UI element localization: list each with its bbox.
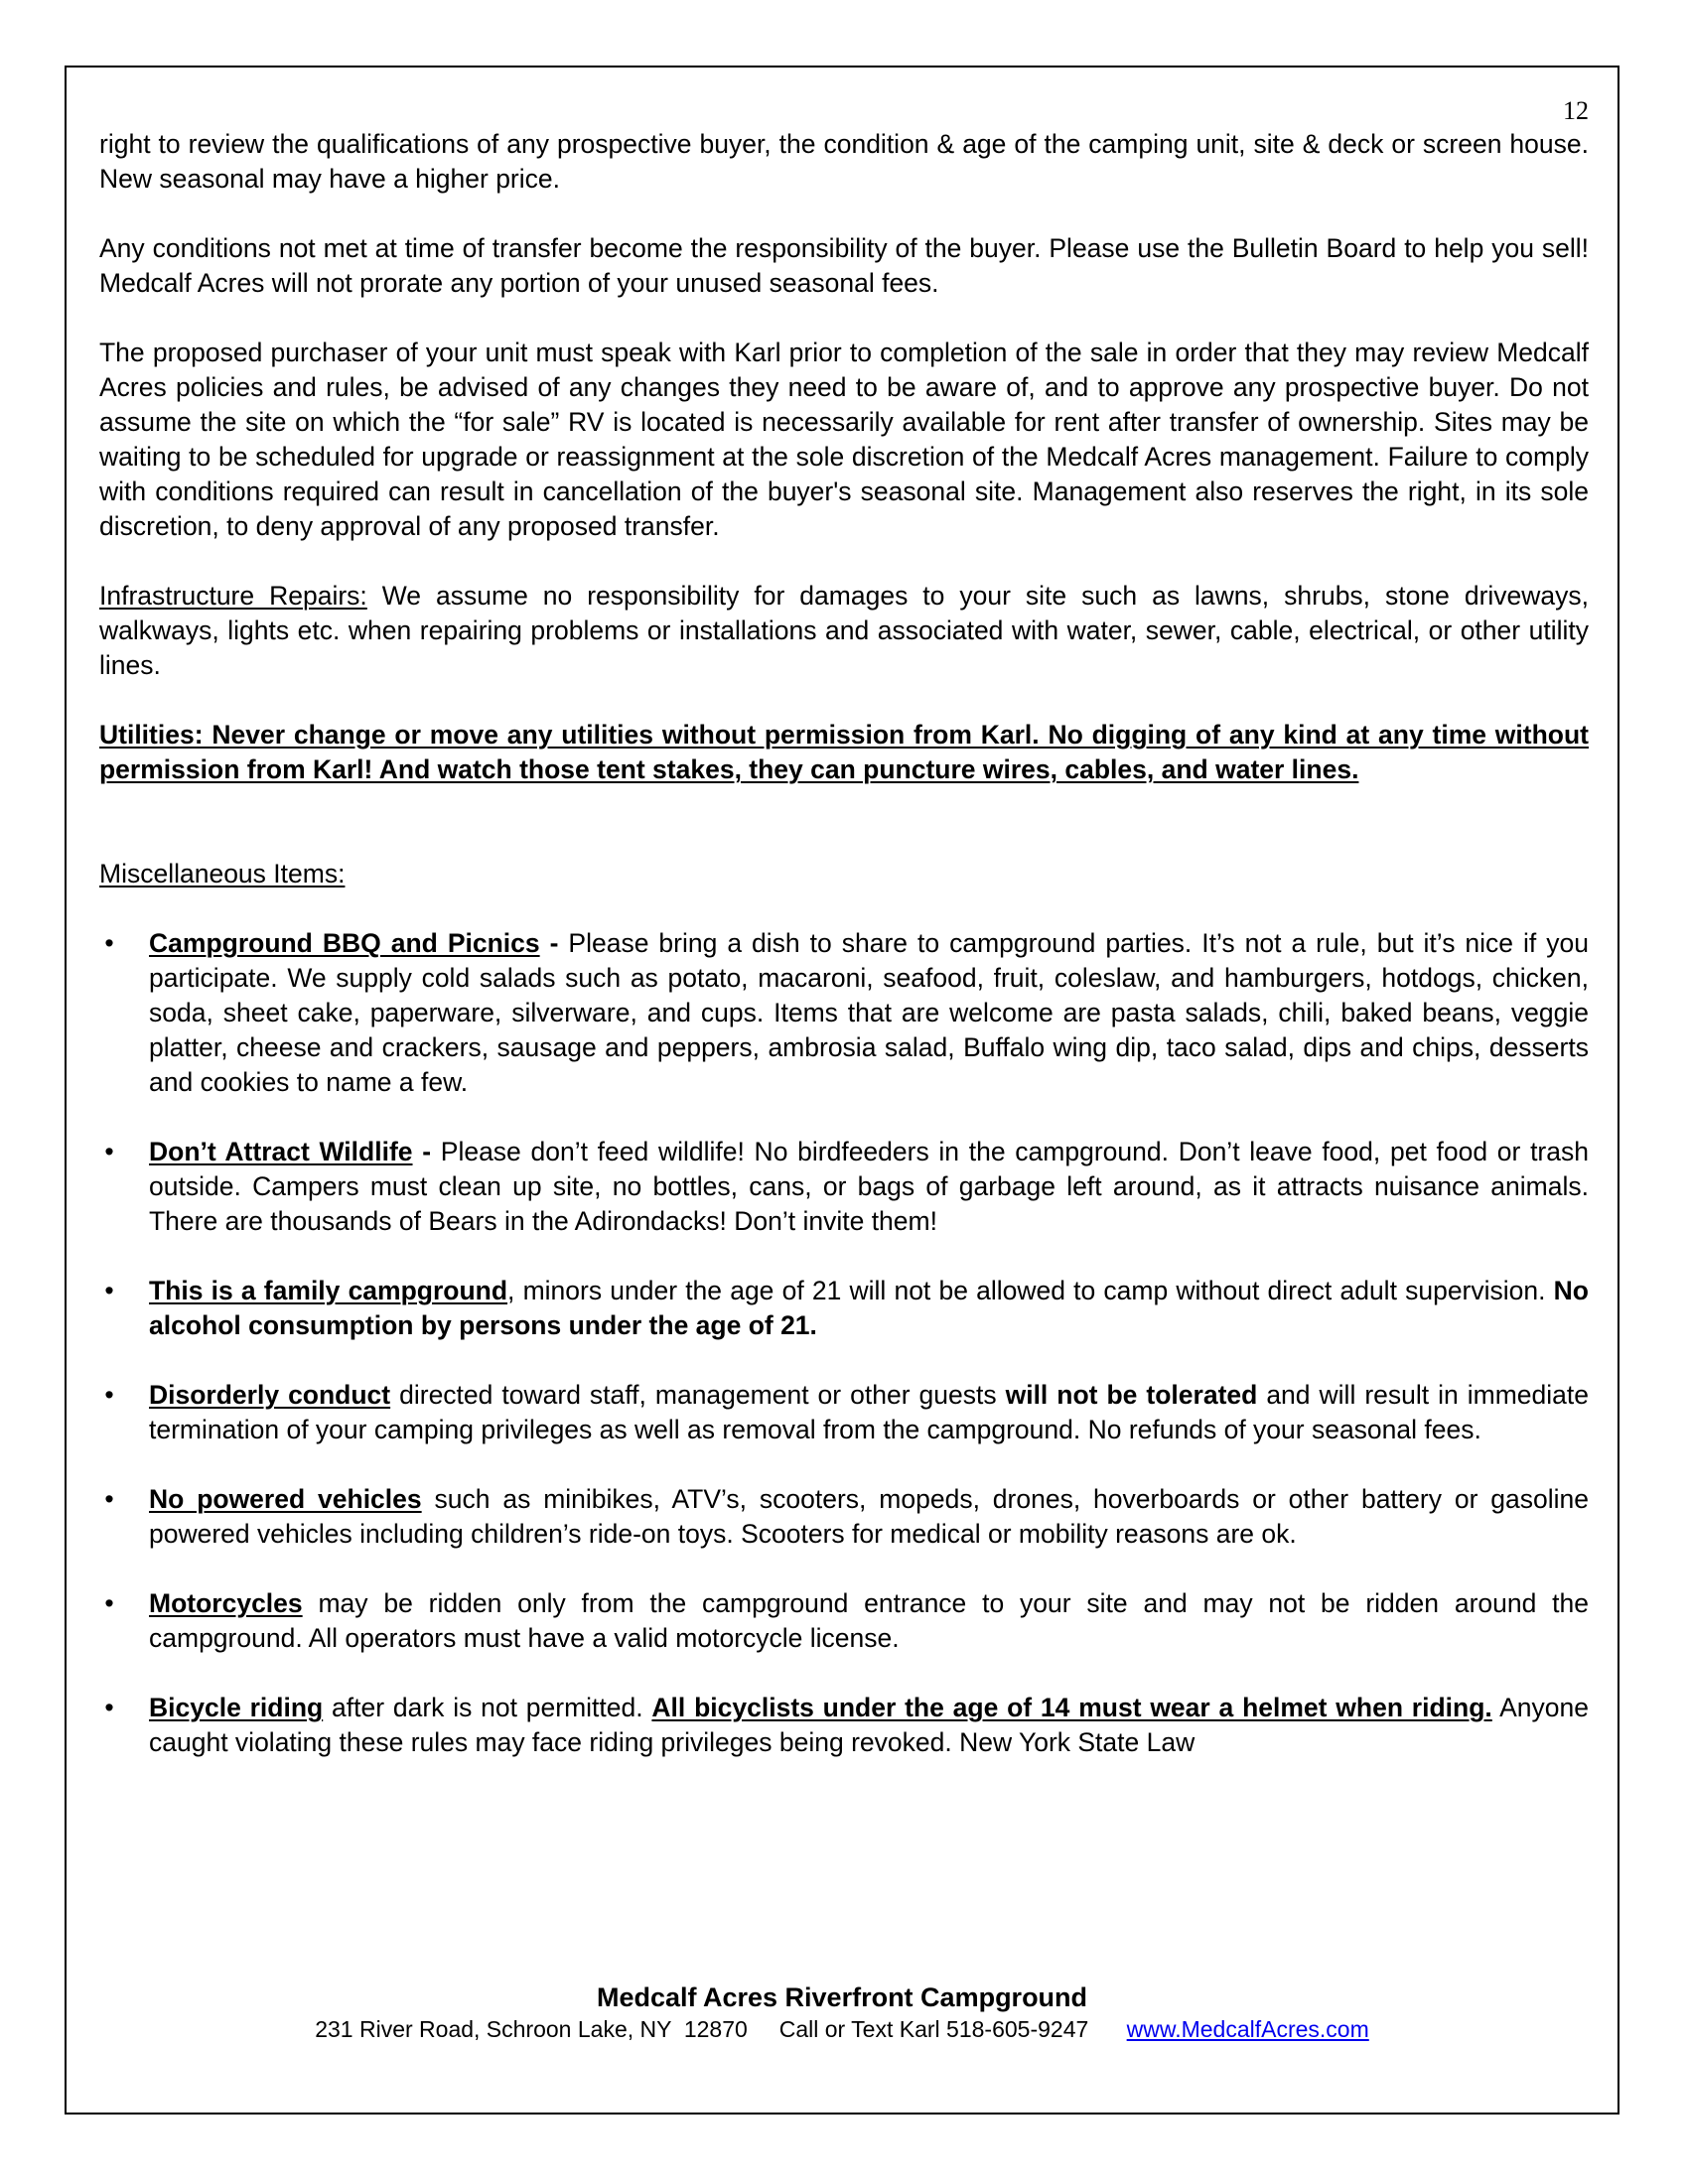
item-text: such as minibikes, ATV’s, scooters, mopeds, drones, hoverboards or other battery or gasoline powered vehicles including children’s ride-on toys. Scooters for medical or mobility reasons are ok.	[149, 1484, 1589, 1549]
item-text: Please bring a dish to share to campground parties. It’s not a rule, but it’s nice if you participate. We supply cold salads such as potato, macaroni, seafood, fruit, coleslaw, and hamburgers, hotdogs, chicken, soda, sheet cake, paperware, silverware, and cups. Items that are welcome are pasta salads, chili, baked beans, veggie platter, cheese and crackers, sausage and peppers, ambrosia salad, Buffalo wing dip, taco salad, dips and chips, desserts and cookies to name a few.	[149, 928, 1589, 1097]
document-body	[99, 127, 1589, 1795]
list-item-wildlife	[99, 1135, 1589, 1239]
section-infrastructure-repairs	[99, 579, 1589, 683]
bullet-icon: •	[104, 1380, 114, 1410]
item-title: This is a family campground	[149, 1276, 508, 1305]
item-text-2: Anyone caught violating these rules may face riding privileges being revoked. New York State Law	[149, 1693, 1589, 1757]
page-footer	[65, 1980, 1619, 2044]
bullet-icon: •	[104, 1588, 114, 1618]
spacer	[99, 822, 1589, 857]
infrastructure-heading: Infrastructure Repairs:	[99, 581, 367, 611]
paragraph-conditions: Any conditions not met at time of transfer become the responsibility of the buyer. Please use the Bulletin Board to help you sell! Medcalf Acres will not prorate any portion of your unused seasonal fees.	[99, 233, 1589, 298]
bullet-icon: •	[104, 1484, 114, 1514]
footer-website-link[interactable]: www.MedcalfAcres.com	[1126, 2016, 1369, 2042]
list-item-family	[99, 1274, 1589, 1343]
list-item-powered-vehicles	[99, 1482, 1589, 1552]
item-text: directed toward staff, management or other guests	[390, 1380, 1006, 1410]
item-text-2: and will result in immediate termination of your camping privileges as well as removal from the campground. No refunds of your seasonal fees.	[149, 1380, 1589, 1444]
item-text: Please don’t feed wildlife! No birdfeeders in the campground. Don’t leave food, pet food or trash outside. Campers must clean up site, no bottles, cans, or bags of garbage left around, as it attracts nuisance animals. There are thousands of Bears in the Adirondacks! Don’t invite them!	[149, 1137, 1589, 1236]
list-item-bbq	[99, 926, 1589, 1100]
misc-heading: Miscellaneous Items:	[99, 859, 346, 888]
list-item-motorcycles	[99, 1586, 1589, 1656]
bullet-icon: •	[104, 1276, 114, 1305]
utilities-warning: Utilities: Never change or move any utilities without permission from Karl. No digging of any kind at any time without permission from Karl! And watch those tent stakes, they can puncture wires, cables, and water lines.	[99, 720, 1589, 784]
footer-phone: Call or Text Karl 518-605-9247	[778, 2016, 1089, 2042]
item-title: Don’t Attract Wildlife	[149, 1137, 413, 1166]
item-bold-text: No alcohol consumption by persons under the age of 21.	[149, 1276, 1589, 1340]
item-title: Motorcycles	[149, 1588, 303, 1618]
item-title: Disorderly conduct	[149, 1380, 391, 1410]
item-bold-underline-text: All bicyclists under the age of 14 must wear a helmet when riding.	[651, 1693, 1492, 1722]
misc-heading-row	[99, 857, 1589, 891]
item-bold-text: will not be tolerated	[1005, 1380, 1258, 1410]
footer-contact-line	[65, 2014, 1619, 2044]
item-text: , minors under the age of 21 will not be allowed to camp without direct adult supervision.	[507, 1276, 1554, 1305]
bullet-icon: •	[104, 1693, 114, 1722]
item-text: after dark is not permitted.	[323, 1693, 652, 1722]
bullet-icon: •	[104, 928, 114, 958]
bullet-icon: •	[104, 1137, 114, 1166]
footer-address: 231 River Road, Schroon Lake, NY 12870	[315, 2016, 748, 2042]
item-separator: -	[412, 1137, 441, 1166]
footer-business-name: Medcalf Acres Riverfront Campground	[596, 1982, 1088, 2012]
paragraph-proposed-purchaser: The proposed purchaser of your unit must speak with Karl prior to completion of the sale in order that they may review Medcalf Acres policies and rules, be advised of any changes they need to be aware of, and to approve any prospective buyer. Do not assume the site on which the “for sale” RV is located is necessarily available for rent after transfer of ownership. Sites may be waiting to be scheduled for upgrade or reassignment at the sole discretion of the Medcalf Acres management. Failure to comply with conditions required can result in cancellation of the buyer's seasonal site. Management also reserves the right, in its sole discretion, to deny approval of any proposed transfer.	[99, 338, 1589, 541]
page-number: 12	[1563, 96, 1589, 125]
item-text: may be ridden only from the campground entrance to your site and may not be ridden around the campground. All operators must have a valid motorcycle license.	[149, 1588, 1589, 1653]
item-separator: -	[539, 928, 569, 958]
infrastructure-text: We assume no responsibility for damages to your site such as lawns, shrubs, stone driveways, walkways, lights etc. when repairing problems or installations and associated with water, sewer, cable, electrical, or other utility lines.	[99, 581, 1590, 680]
item-title: Campground BBQ and Picnics	[149, 928, 540, 958]
list-item-disorderly	[99, 1378, 1589, 1447]
item-title: No powered vehicles	[149, 1484, 422, 1514]
item-title: Bicycle riding	[149, 1693, 324, 1722]
section-utilities	[99, 718, 1589, 787]
misc-items-list	[99, 926, 1589, 1760]
list-item-bicycle	[99, 1691, 1589, 1760]
paragraph-qualifications: right to review the qualifications of any prospective buyer, the condition & age of the camping unit, site & deck or screen house. New seasonal may have a higher price.	[99, 129, 1589, 194]
